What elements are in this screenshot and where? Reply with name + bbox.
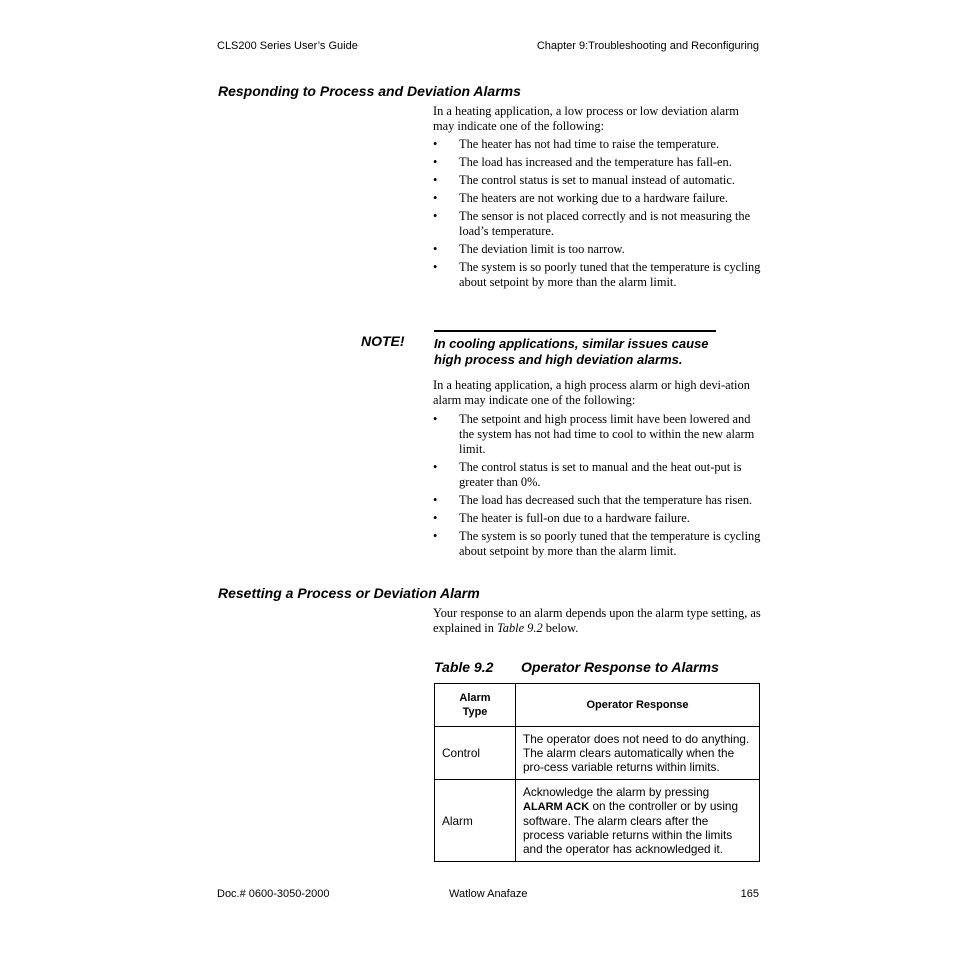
operator-response-table xyxy=(434,683,760,862)
paragraph-high-alarm-intro: In a heating application, a high process alarm or high devi-ation alarm may indicate one of the following: xyxy=(433,378,750,407)
operator-response-cell xyxy=(516,780,760,862)
column-header-operator-response: Operator Response xyxy=(516,684,760,727)
list-item: • The system is so poorly tuned that the temperature is cycling about setpoint by more than the alarm limit. xyxy=(433,529,763,559)
table-reference: Table 9.2 xyxy=(497,621,543,635)
table-row xyxy=(435,780,760,862)
alarm-ack-key-label: ALARM ACK xyxy=(523,801,590,813)
low-alarm-cause-list xyxy=(433,137,763,293)
list-item: • The load has decreased such that the temperature has risen. xyxy=(433,493,763,508)
section-heading-resetting-alarm: Resetting a Process or Deviation Alarm xyxy=(218,585,480,601)
operator-response-cell: The operator does not need to do anything. The alarm clears automatically when the pro-cess variable returns within limits. xyxy=(516,727,760,780)
list-item: • The heaters are not working due to a hardware failure. xyxy=(433,191,763,206)
alarm-type-cell: Alarm xyxy=(435,780,516,862)
list-item: • The control status is set to manual and the heat out-put is greater than 0%. xyxy=(433,460,763,490)
high-alarm-cause-list xyxy=(433,412,763,562)
reset-intro-text: Your response to an alarm depends upon the alarm type setting, as explained in xyxy=(433,606,761,635)
section-heading-process-alarms: Responding to Process and Deviation Alarms xyxy=(218,83,521,99)
response-text-tail: on the controller or by using software. The alarm clears after the process variable returns within the limits and the operator has acknowledged it. xyxy=(523,799,739,856)
table-row xyxy=(435,727,760,780)
list-item: • The system is so poorly tuned that the temperature is cycling about setpoint by more than the alarm limit. xyxy=(433,260,763,290)
list-item: • The heater has not had time to raise the temperature. xyxy=(433,137,763,152)
paragraph-reset-intro xyxy=(433,606,763,636)
table-header-row xyxy=(435,684,760,727)
paragraph-low-alarm-intro: In a heating application, a low process or low deviation alarm may indicate one of the following: xyxy=(433,104,739,133)
running-header-right: Chapter 9:Troubleshooting and Reconfiguring xyxy=(536,40,759,52)
note-text: In cooling applications, similar issues cause high process and high deviation alarms. xyxy=(434,330,716,368)
footer-company: Watlow Anafaze xyxy=(449,888,528,900)
footer-doc-number: Doc.# 0600-3050-2000 xyxy=(217,888,330,900)
list-item: • The load has increased and the temperature has fall-en. xyxy=(433,155,763,170)
list-item: • The deviation limit is too narrow. xyxy=(433,242,763,257)
list-item: • The setpoint and high process limit have been lowered and the system has not had time to cool to within the new alarm limit. xyxy=(433,412,763,457)
running-header-left: CLS200 Series User’s Guide xyxy=(217,40,358,52)
response-text: Acknowledge the alarm by pressing xyxy=(523,785,710,799)
note-label: NOTE! xyxy=(361,333,405,349)
page-number: 165 xyxy=(740,888,759,900)
list-item: • The sensor is not placed correctly and is not measuring the load’s temperature. xyxy=(433,209,763,239)
alarm-type-cell: Control xyxy=(435,727,516,780)
column-header-alarm-type: Alarm Type xyxy=(435,684,516,727)
list-item: • The heater is full-on due to a hardware failure. xyxy=(433,511,763,526)
list-item: • The control status is set to manual instead of automatic. xyxy=(433,173,763,188)
table-caption-title: Operator Response to Alarms xyxy=(521,659,719,675)
reset-intro-tail: below. xyxy=(542,621,579,635)
table-caption-number: Table 9.2 xyxy=(434,659,494,675)
